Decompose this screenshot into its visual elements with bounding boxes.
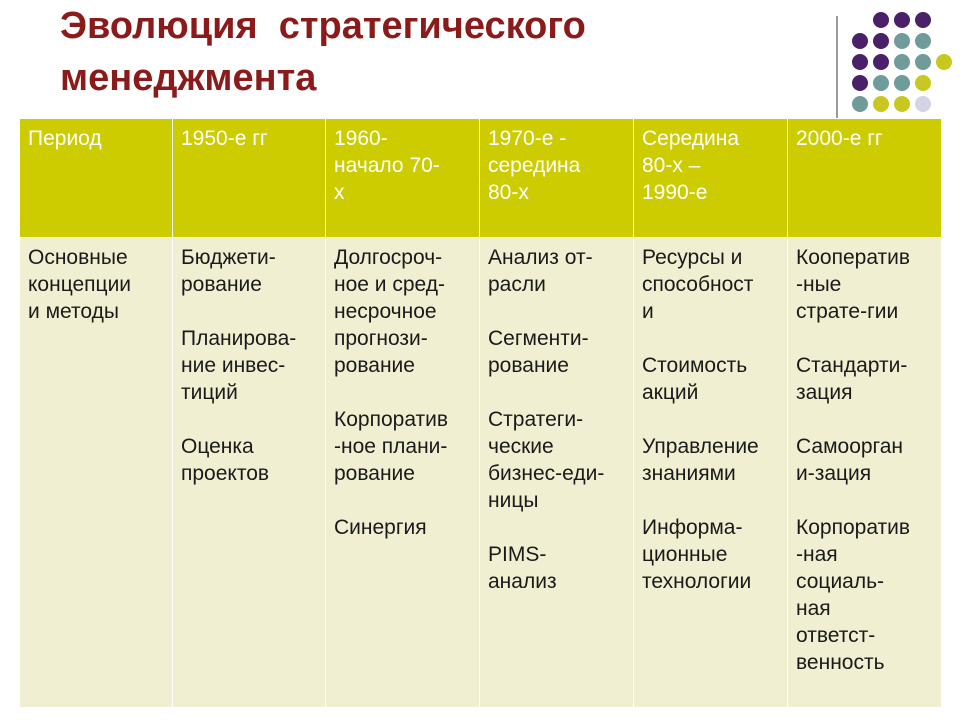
slide-title-line-2: менеджмента bbox=[60, 57, 317, 99]
concept-item: Кооператив -ные страте-гии bbox=[796, 246, 911, 323]
concept-item: Бюджети- рование bbox=[181, 246, 276, 296]
header-cell-2000s: 2000-е гг bbox=[788, 119, 942, 238]
concept-item: Стандарти- зация bbox=[796, 354, 908, 404]
decorative-dot bbox=[873, 12, 889, 28]
concept-item: Стратеги- ческие бизнес-еди- ницы bbox=[488, 408, 605, 512]
concept-item: Информа- ционные технологии bbox=[642, 516, 752, 593]
concept-item: Анализ от- расли bbox=[488, 246, 593, 296]
concept-item: Оценка проектов bbox=[181, 435, 270, 485]
concept-item: Синергия bbox=[334, 516, 427, 539]
body-cell-2000s bbox=[788, 238, 942, 708]
body-cell-1960s bbox=[326, 238, 480, 708]
decorative-dot bbox=[852, 75, 868, 91]
body-cell-1970s bbox=[480, 238, 634, 708]
concept-item: Корпоратив -ное плани- рование bbox=[334, 408, 449, 485]
decorative-dot bbox=[873, 54, 889, 70]
table-header-row bbox=[20, 119, 942, 238]
decorative-dot bbox=[915, 33, 931, 49]
decorative-dot bbox=[873, 96, 889, 112]
body-cell-1950s bbox=[173, 238, 326, 708]
decorative-dot bbox=[894, 33, 910, 49]
evolution-table bbox=[19, 118, 942, 708]
decorative-dot bbox=[894, 12, 910, 28]
decorative-dot bbox=[894, 96, 910, 112]
row-label: Основные концепции и методы bbox=[28, 246, 132, 323]
concept-item: Сегменти- рование bbox=[488, 327, 589, 377]
decorative-divider bbox=[836, 16, 838, 120]
slide-title bbox=[60, 0, 800, 104]
decorative-dot bbox=[936, 54, 952, 70]
concept-item: Планирова- ние инвес- тиций bbox=[181, 327, 297, 404]
decorative-dot bbox=[852, 54, 868, 70]
concept-item: Самоорган и-зация bbox=[796, 435, 904, 485]
decorative-dot bbox=[894, 54, 910, 70]
decorative-dot bbox=[873, 75, 889, 91]
decorative-dot bbox=[915, 54, 931, 70]
concept-item: PIMS- анализ bbox=[488, 543, 557, 593]
concept-item: Стоимость акций bbox=[642, 354, 748, 404]
row-label-cell bbox=[20, 238, 173, 708]
decorative-dot bbox=[915, 12, 931, 28]
decorative-dot bbox=[852, 33, 868, 49]
concept-item: Управление знаниями bbox=[642, 435, 759, 485]
decorative-dot bbox=[873, 33, 889, 49]
decorative-dot bbox=[915, 75, 931, 91]
decorative-dot bbox=[894, 75, 910, 91]
body-cell-1980s bbox=[634, 238, 788, 708]
header-cell-1960s: 1960- начало 70- х bbox=[326, 119, 480, 238]
header-cell-1950s: 1950-е гг bbox=[173, 119, 326, 238]
header-cell-1980s: Середина 80-х – 1990-е bbox=[634, 119, 788, 238]
concept-item: Корпоратив -ная социаль- ная ответст- венность bbox=[796, 516, 911, 674]
decorative-dot bbox=[915, 96, 931, 112]
concept-item: Ресурсы и способност и bbox=[642, 246, 754, 323]
concept-item: Долгосроч- ное и сред- несрочное прогнози- рование bbox=[334, 246, 445, 377]
header-cell-period: Период bbox=[20, 119, 173, 238]
slide-title-line-1: Эволюция стратегического bbox=[60, 5, 586, 47]
header-cell-1970s: 1970-е - середина 80-х bbox=[480, 119, 634, 238]
decorative-dot bbox=[852, 96, 868, 112]
table-body-row bbox=[20, 238, 942, 708]
decorative-dot-grid bbox=[848, 8, 958, 126]
